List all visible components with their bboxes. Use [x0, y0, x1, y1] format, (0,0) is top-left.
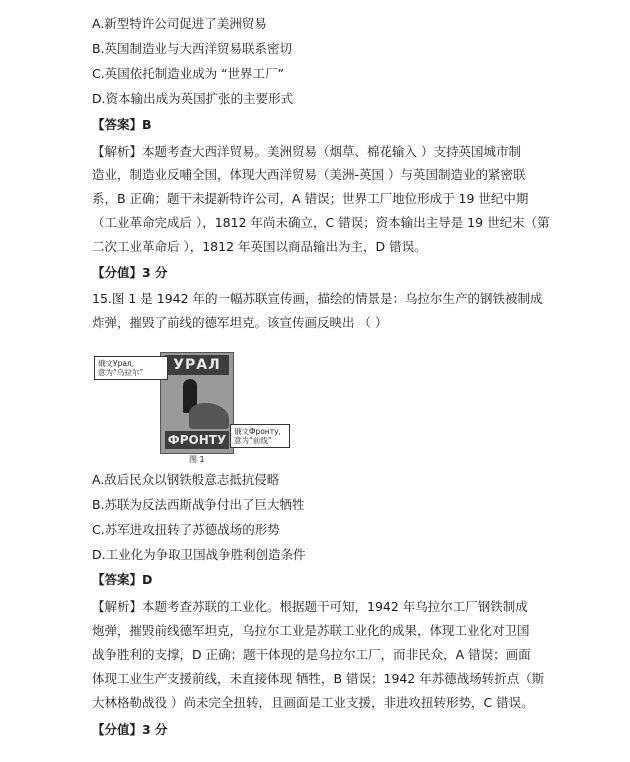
explanation-line: 战争胜利的支撑，D 正确；题干体现的是乌拉尔工厂，而非民众，A 错误；画面 — [92, 647, 531, 662]
option-a-text: A.敌后民众以钢铁般意志抵抗侵略 — [92, 472, 280, 487]
option-d-text: D.工业化为争取卫国战争胜利创造条件 — [92, 547, 306, 562]
explanation-line: 造业，制造业反哺全国，体现大西洋贸易（美洲-英国 ）与英国制造业的紧密联 — [92, 167, 526, 182]
explanation-line: 系，B 正确；题干未提新特许公司，A 错误；世界工厂地位形成于 19 世纪中期 — [92, 191, 529, 206]
explanation-line: 炮弹，摧毁前线德军坦克，乌拉尔工业是苏联工业化的成果，体现工业化对卫国 — [92, 623, 530, 638]
poster-top-word: УРАЛ — [165, 355, 229, 375]
option-c-text: C.英国依托制造业成为 “世界工厂” — [92, 66, 285, 81]
answer-label: 【答案】B — [92, 117, 152, 132]
question-stem-line: 15.图 1 是 1942 年的一幅苏联宣传画，描绘的情景是：乌拉尔生产的钢铁被制成 — [92, 291, 543, 306]
explanation-line: 【解析】本题考查苏联的工业化。根据题干可知，1942 年乌拉尔工厂钢铁制成 — [92, 599, 528, 614]
score-label: 【分值】3 分 — [92, 265, 168, 280]
option-b-text: B.英国制造业与大西洋贸易联系密切 — [92, 41, 293, 56]
option-c-text: C.苏军进攻扭转了苏德战场的形势 — [92, 522, 280, 537]
explanation-line: （工业革命完成后 ），1812 年尚未确立，C 错误；资本输出主导是 19 世纪末（第 — [92, 215, 550, 230]
option-d-text: D.资本输出成为英国扩张的主要形式 — [92, 91, 294, 106]
explanation-line: 二次工业革命后 ），1812 年英国以商品输出为主，D 错误。 — [92, 239, 427, 254]
explanation-line: 大林格勒战役 ）尚未完全扭转，且画面是工业支援，非进攻扭转形势，C 错误。 — [92, 695, 534, 710]
answer-label: 【答案】D — [92, 572, 153, 587]
poster-image — [160, 352, 234, 454]
explanation-line: 体现工业生产支援前线，未直接体现 牺牲，B 错误；1942 年苏德战场转折点（斯 — [92, 671, 545, 686]
explanation-line: 【解析】本题考查大西洋贸易。美洲贸易（烟草、棉花输入 ）支持英国城市制 — [92, 144, 521, 159]
annotation-front: 俄文Фронту, 意为“前线” — [230, 424, 290, 448]
figure-caption: 图 1 — [189, 455, 205, 464]
score-label: 【分值】3 分 — [92, 722, 168, 737]
option-a-text: A.新型特许公司促进了美洲贸易 — [92, 16, 267, 31]
annotation-ural: 俄文Урал, 意为“乌拉尔” — [94, 356, 168, 380]
option-b-text: B.苏联为反法西斯战争付出了巨大牺牲 — [92, 497, 305, 512]
propaganda-poster-figure — [94, 352, 281, 464]
destroyed-tank-shape — [189, 403, 229, 429]
poster-bottom-word: ФРОНТУ — [165, 431, 229, 449]
question-stem-line: 炸弹，摧毁了前线的德军坦克。该宣传画反映出 （ ） — [92, 315, 388, 330]
